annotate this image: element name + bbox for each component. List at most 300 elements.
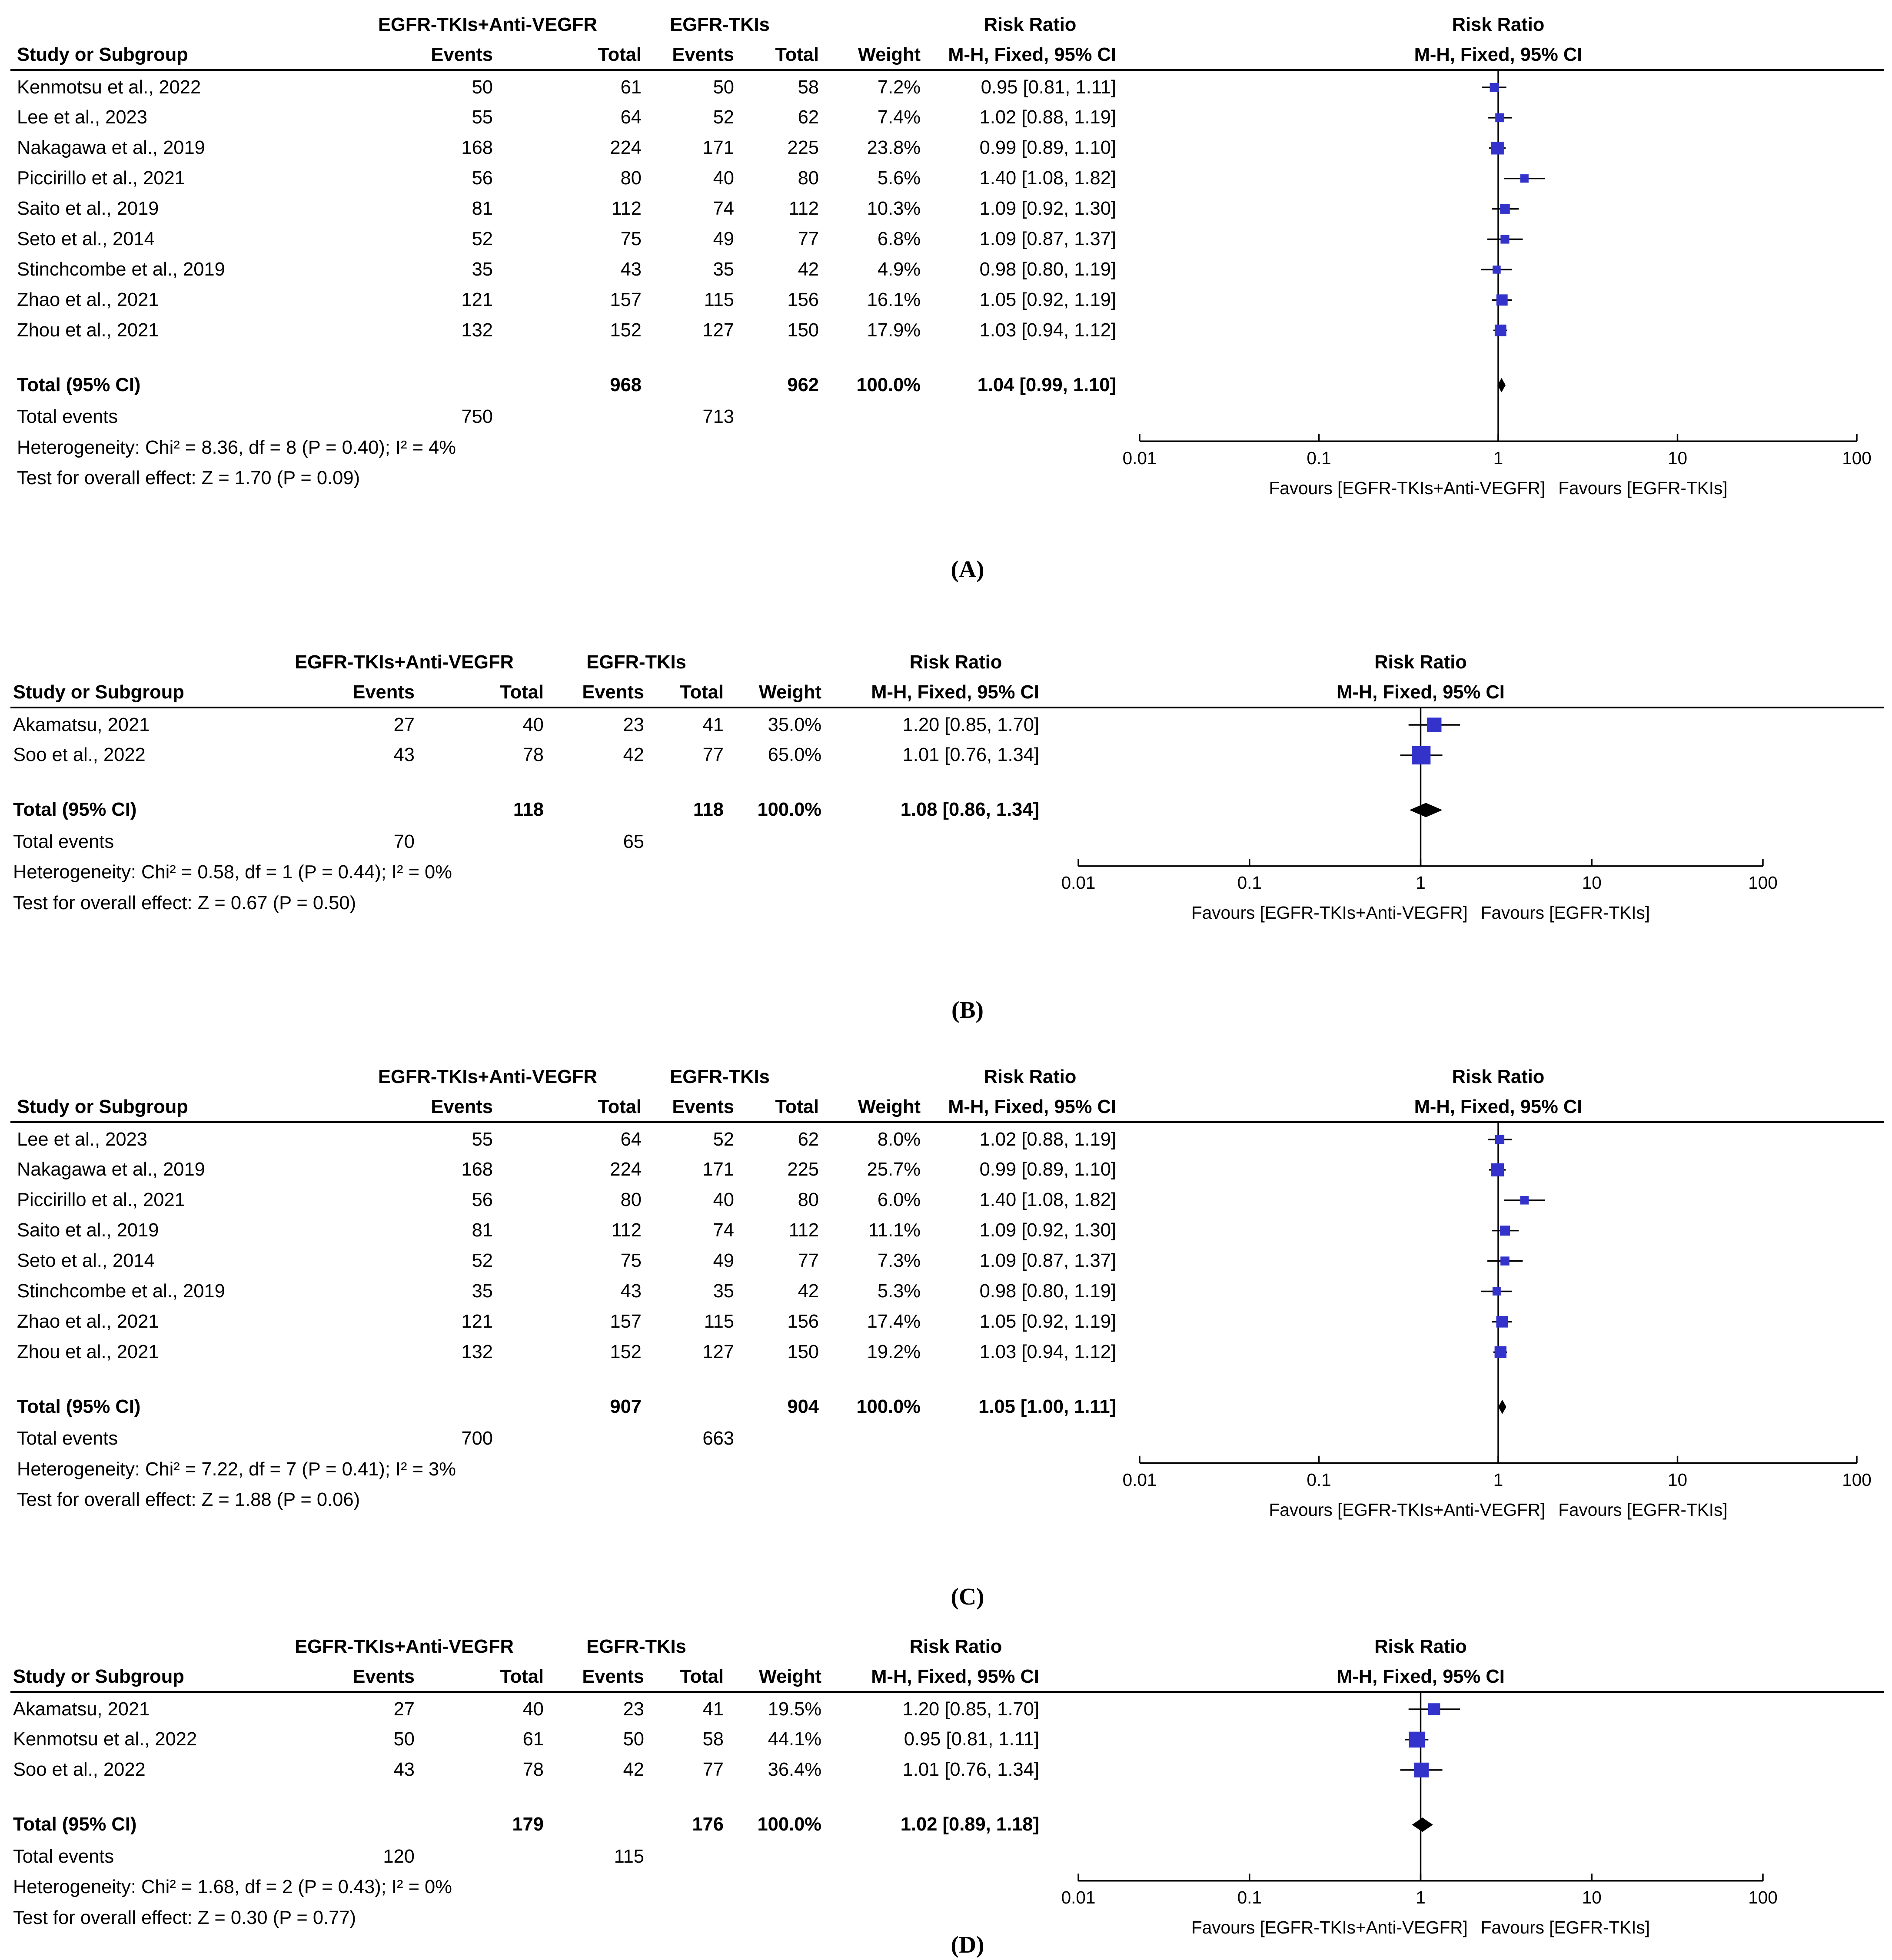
summary-diamond	[1497, 378, 1506, 392]
events1-cell: 121	[461, 289, 493, 310]
total-events2-cell: 663	[702, 1428, 734, 1449]
group2-header: EGFR-TKIs	[670, 1066, 770, 1087]
events1-column-header: Events	[352, 681, 415, 703]
events1-cell: 27	[393, 714, 415, 735]
total-events1-cell: 750	[461, 406, 493, 428]
total1-column-header: Total	[598, 1096, 642, 1117]
weight-cell: 5.3%	[877, 1281, 921, 1302]
rr-ci-cell: 1.20 [0.85, 1.70]	[902, 714, 1039, 735]
risk-ratio-plot-header: Risk Ratio	[1374, 1636, 1467, 1657]
events1-cell: 52	[472, 229, 493, 249]
weight-cell: 10.3%	[867, 198, 921, 219]
events2-cell: 35	[713, 259, 734, 280]
effect-square	[1496, 294, 1508, 306]
effect-square	[1500, 1226, 1510, 1236]
total-weight-cell: 100.0%	[856, 374, 921, 395]
mh-ci-plot-header: M-H, Fixed, 95% CI	[1414, 44, 1583, 65]
rr-ci-cell: 1.02 [0.88, 1.19]	[979, 107, 1116, 128]
total1-cell: 61	[620, 76, 642, 98]
total2-cell: 80	[798, 168, 819, 189]
events2-cell: 127	[702, 1341, 734, 1362]
rr-ci-cell: 1.40 [1.08, 1.82]	[979, 1189, 1116, 1211]
risk-ratio-plot-header: Risk Ratio	[1452, 1066, 1545, 1087]
effect-square	[1427, 718, 1442, 732]
total-weight-cell: 100.0%	[856, 1396, 921, 1417]
axis-tick-label: 1	[1416, 873, 1426, 893]
study-name: Stinchcombe et al., 2019	[17, 1281, 225, 1302]
total2-cell: 58	[702, 1729, 724, 1750]
favours-right-label: Favours [EGFR-TKIs]	[1480, 1917, 1650, 1938]
events2-cell: 171	[702, 137, 734, 159]
total-total2-cell: 962	[787, 374, 819, 395]
total1-cell: 112	[611, 198, 642, 219]
effect-square	[1491, 142, 1504, 154]
heterogeneity-text: Heterogeneity: Chi² = 8.36, df = 8 (P = 0.40); I² = 4%	[17, 437, 456, 458]
effect-square	[1490, 83, 1499, 92]
effect-square	[1495, 325, 1506, 336]
weight-cell: 19.2%	[867, 1341, 921, 1362]
total2-cell: 41	[702, 714, 724, 735]
total2-column-header: Total	[775, 1096, 819, 1117]
weight-cell: 25.7%	[867, 1159, 921, 1180]
summary-diamond	[1498, 1400, 1506, 1414]
events2-cell: 50	[713, 76, 734, 98]
summary-diamond	[1412, 1817, 1433, 1832]
weight-cell: 7.2%	[877, 76, 921, 98]
header-rule	[10, 1691, 1884, 1693]
heterogeneity-text: Heterogeneity: Chi² = 1.68, df = 2 (P = 0.43); I² = 0%	[13, 1877, 452, 1898]
study-name: Soo et al., 2022	[13, 744, 146, 766]
total-row-label: Total (95% CI)	[17, 374, 141, 395]
total-events2-cell: 713	[702, 406, 734, 428]
total-rr-ci-cell: 1.02 [0.89, 1.18]	[900, 1814, 1039, 1835]
events1-cell: 55	[472, 107, 493, 128]
total2-column-header: Total	[775, 44, 819, 65]
effect-square	[1493, 266, 1501, 274]
weight-cell: 8.0%	[877, 1129, 921, 1150]
rr-ci-cell: 1.01 [0.76, 1.34]	[902, 1759, 1039, 1781]
mh-ci-column-header: M-H, Fixed, 95% CI	[871, 681, 1039, 703]
total2-cell: 41	[702, 1698, 724, 1720]
study-name: Seto et al., 2014	[17, 1250, 155, 1272]
total2-column-header: Total	[680, 1666, 724, 1687]
total2-cell: 42	[798, 259, 819, 280]
rr-ci-cell: 1.09 [0.92, 1.30]	[979, 198, 1116, 219]
study-name: Zhou et al., 2021	[17, 319, 159, 341]
total-rr-ci-cell: 1.08 [0.86, 1.34]	[900, 799, 1039, 821]
total2-cell: 112	[788, 1220, 819, 1241]
events2-cell: 40	[713, 168, 734, 189]
weight-cell: 6.8%	[877, 229, 921, 249]
panel-caption-a: (A)	[951, 556, 984, 583]
axis-tick-label: 100	[1748, 873, 1778, 893]
events1-cell: 168	[461, 1159, 493, 1180]
study-name: Nakagawa et al., 2019	[17, 1159, 205, 1180]
study-name: Kenmotsu et al., 2022	[13, 1729, 197, 1750]
favours-left-label: Favours [EGFR-TKIs+Anti-VEGFR]	[1191, 903, 1468, 923]
events1-cell: 55	[472, 1129, 493, 1150]
axis-tick-label: 1	[1493, 1469, 1503, 1490]
events2-column-header: Events	[582, 1666, 644, 1687]
total2-cell: 80	[798, 1189, 819, 1211]
forest-panel-a	[0, 8, 1892, 506]
axis-tick-label: 0.01	[1061, 1887, 1096, 1908]
total-total2-cell: 904	[787, 1396, 819, 1417]
events1-cell: 50	[393, 1729, 415, 1750]
total-row-label: Total (95% CI)	[13, 799, 137, 821]
study-column-header: Study or Subgroup	[13, 1666, 184, 1687]
forest-panel-b	[0, 645, 1892, 931]
total2-cell: 42	[798, 1281, 819, 1302]
events2-column-header: Events	[582, 681, 644, 703]
events2-cell: 23	[623, 1698, 644, 1720]
total1-cell: 224	[610, 1159, 642, 1180]
axis-tick-label: 0.1	[1307, 1469, 1331, 1490]
total1-cell: 64	[620, 107, 642, 128]
effect-square	[1409, 1732, 1424, 1747]
total2-column-header: Total	[680, 681, 724, 703]
overall-effect-text: Test for overall effect: Z = 0.67 (P = 0.50)	[13, 892, 356, 914]
rr-ci-cell: 0.98 [0.80, 1.19]	[979, 259, 1116, 280]
rr-ci-cell: 1.03 [0.94, 1.12]	[979, 1341, 1116, 1362]
rr-ci-cell: 1.40 [1.08, 1.82]	[979, 168, 1116, 189]
total-total1-cell: 968	[610, 374, 642, 395]
risk-ratio-col-header: Risk Ratio	[984, 14, 1077, 35]
weight-cell: 11.1%	[868, 1220, 921, 1241]
rr-ci-cell: 1.05 [0.92, 1.19]	[979, 289, 1116, 310]
favours-labels	[1042, 1498, 1892, 1522]
heterogeneity-text: Heterogeneity: Chi² = 7.22, df = 7 (P = 0.41); I² = 3%	[17, 1458, 456, 1480]
events2-cell: 74	[713, 198, 734, 219]
events1-cell: 132	[461, 319, 493, 341]
total1-cell: 75	[620, 1250, 642, 1272]
events2-column-header: Events	[672, 1096, 734, 1117]
header-rule	[10, 69, 1884, 71]
panel-caption-b: (B)	[951, 997, 984, 1023]
group1-header: EGFR-TKIs+Anti-VEGFR	[378, 1066, 597, 1087]
events2-cell: 74	[713, 1220, 734, 1241]
axis-tick-label: 10	[1667, 1469, 1688, 1490]
group1-header: EGFR-TKIs+Anti-VEGFR	[378, 14, 597, 35]
risk-ratio-col-header: Risk Ratio	[984, 1066, 1077, 1087]
events1-cell: 27	[393, 1698, 415, 1720]
events2-cell: 42	[623, 744, 644, 766]
weight-cell: 35.0%	[768, 714, 821, 735]
total-events2-cell: 65	[623, 831, 644, 852]
total2-cell: 156	[787, 289, 819, 310]
study-name: Kenmotsu et al., 2022	[17, 76, 201, 98]
events2-cell: 115	[704, 289, 734, 310]
events2-cell: 40	[713, 1189, 734, 1211]
total2-cell: 150	[787, 1341, 819, 1362]
weight-column-header: Weight	[858, 1096, 921, 1117]
effect-square	[1428, 1703, 1440, 1715]
axis-tick-label: 100	[1842, 1469, 1872, 1490]
axis-tick-label: 0.01	[1122, 1469, 1157, 1490]
total1-cell: 224	[610, 137, 642, 159]
weight-cell: 44.1%	[768, 1729, 821, 1750]
total-weight-cell: 100.0%	[757, 1814, 821, 1835]
rr-ci-cell: 1.05 [0.92, 1.19]	[979, 1311, 1116, 1332]
weight-cell: 17.4%	[867, 1311, 921, 1332]
total1-cell: 157	[610, 289, 642, 310]
axis-tick-label: 100	[1842, 448, 1872, 468]
effect-square	[1495, 113, 1504, 123]
weight-column-header: Weight	[758, 681, 821, 703]
events1-cell: 35	[472, 259, 493, 280]
axis-tick-label: 10	[1582, 1887, 1602, 1908]
total1-cell: 43	[620, 259, 642, 280]
total1-cell: 64	[620, 1129, 642, 1150]
total-total1-cell: 118	[513, 799, 544, 821]
events2-cell: 52	[713, 107, 734, 128]
study-name: Akamatsu, 2021	[13, 1698, 150, 1720]
total2-cell: 62	[798, 1129, 819, 1150]
mh-ci-plot-header: M-H, Fixed, 95% CI	[1414, 1096, 1583, 1117]
effect-square	[1414, 1763, 1429, 1777]
rr-ci-cell: 1.09 [0.87, 1.37]	[979, 229, 1116, 249]
events2-cell: 115	[704, 1311, 734, 1332]
study-column-header: Study or Subgroup	[13, 681, 184, 703]
axis-tick-label: 0.01	[1061, 873, 1096, 893]
total-total1-cell: 179	[512, 1814, 544, 1835]
total-weight-cell: 100.0%	[757, 799, 821, 821]
effect-square	[1491, 1163, 1504, 1176]
axis-tick-label: 1	[1493, 448, 1503, 468]
events2-cell: 35	[713, 1281, 734, 1302]
axis-tick-label: 0.1	[1237, 873, 1262, 893]
total1-cell: 152	[610, 319, 642, 341]
total-events-label: Total events	[17, 406, 118, 428]
rr-ci-cell: 0.98 [0.80, 1.19]	[979, 1281, 1116, 1302]
total2-cell: 225	[787, 137, 819, 159]
study-name: Soo et al., 2022	[13, 1759, 146, 1781]
weight-cell: 4.9%	[877, 259, 921, 280]
total2-cell: 77	[798, 1250, 819, 1272]
axis-tick-label: 100	[1748, 1887, 1778, 1908]
weight-cell: 16.1%	[867, 289, 921, 310]
group2-header: EGFR-TKIs	[670, 14, 770, 35]
mh-ci-plot-header: M-H, Fixed, 95% CI	[1337, 681, 1505, 703]
total2-cell: 225	[787, 1159, 819, 1180]
events1-cell: 56	[472, 1189, 493, 1211]
total-total2-cell: 118	[693, 799, 724, 821]
total1-cell: 80	[620, 168, 642, 189]
axis-tick-label: 10	[1667, 448, 1688, 468]
events2-cell: 171	[702, 1159, 734, 1180]
group2-header: EGFR-TKIs	[586, 651, 686, 673]
header-rule	[10, 1121, 1884, 1123]
study-name: Lee et al., 2023	[17, 107, 147, 128]
total-total1-cell: 907	[610, 1396, 642, 1417]
total1-column-header: Total	[500, 1666, 544, 1687]
axis-tick-label: 0.01	[1122, 448, 1157, 468]
effect-square	[1500, 204, 1510, 214]
total1-cell: 61	[522, 1729, 544, 1750]
study-name: Piccirillo et al., 2021	[17, 168, 185, 189]
total-row-label: Total (95% CI)	[17, 1396, 141, 1417]
total-events-label: Total events	[13, 1846, 114, 1867]
events1-column-header: Events	[352, 1666, 415, 1687]
effect-square	[1495, 1346, 1506, 1358]
weight-cell: 7.4%	[877, 107, 921, 128]
events2-cell: 23	[623, 714, 644, 735]
study-name: Zhao et al., 2021	[17, 1311, 159, 1332]
effect-square	[1495, 1135, 1504, 1144]
study-name: Zhou et al., 2021	[17, 1341, 159, 1362]
total-events1-cell: 120	[383, 1846, 415, 1867]
effect-square	[1493, 1287, 1501, 1296]
events2-cell: 42	[623, 1759, 644, 1781]
effect-square	[1500, 235, 1509, 243]
rr-ci-cell: 1.01 [0.76, 1.34]	[902, 744, 1039, 766]
favours-left-label: Favours [EGFR-TKIs+Anti-VEGFR]	[1269, 478, 1546, 498]
axis-tick-label: 10	[1582, 873, 1602, 893]
total1-column-header: Total	[500, 681, 544, 703]
weight-column-header: Weight	[858, 44, 921, 65]
mh-ci-column-header: M-H, Fixed, 95% CI	[948, 1096, 1116, 1117]
overall-effect-text: Test for overall effect: Z = 0.30 (P = 0.77)	[13, 1907, 356, 1928]
weight-cell: 19.5%	[768, 1698, 821, 1720]
events2-cell: 49	[713, 1250, 734, 1272]
total2-cell: 62	[798, 107, 819, 128]
rr-ci-cell: 1.09 [0.92, 1.30]	[979, 1220, 1116, 1241]
weight-cell: 7.3%	[877, 1250, 921, 1272]
total-events-label: Total events	[17, 1428, 118, 1449]
total2-cell: 77	[798, 229, 819, 249]
favours-right-label: Favours [EGFR-TKIs]	[1558, 478, 1728, 498]
events2-cell: 127	[702, 319, 734, 341]
favours-right-label: Favours [EGFR-TKIs]	[1480, 903, 1650, 923]
overall-effect-text: Test for overall effect: Z = 1.88 (P = 0.06)	[17, 1489, 360, 1511]
total1-cell: 40	[522, 714, 544, 735]
rr-ci-cell: 0.95 [0.81, 1.11]	[904, 1729, 1039, 1750]
events1-cell: 132	[461, 1341, 493, 1362]
events1-cell: 43	[393, 744, 415, 766]
total-rr-ci-cell: 1.04 [0.99, 1.10]	[977, 374, 1116, 395]
total1-cell: 78	[522, 744, 544, 766]
total2-cell: 77	[702, 744, 724, 766]
total1-cell: 43	[620, 1281, 642, 1302]
total1-cell: 40	[522, 1698, 544, 1720]
total1-cell: 152	[610, 1341, 642, 1362]
rr-ci-cell: 0.99 [0.89, 1.10]	[979, 137, 1116, 159]
header-rule	[10, 707, 1884, 708]
events1-cell: 50	[472, 76, 493, 98]
study-name: Akamatsu, 2021	[13, 714, 150, 735]
forest-panel-c	[0, 1060, 1892, 1528]
total2-cell: 77	[702, 1759, 724, 1781]
overall-effect-text: Test for overall effect: Z = 1.70 (P = 0.09)	[17, 468, 360, 489]
favours-labels	[964, 900, 1877, 925]
events1-cell: 43	[393, 1759, 415, 1781]
mh-ci-plot-header: M-H, Fixed, 95% CI	[1337, 1666, 1505, 1687]
events1-column-header: Events	[431, 1096, 493, 1117]
panel-caption-c: (C)	[951, 1584, 984, 1610]
panel-caption-d: (D)	[951, 1932, 984, 1958]
effect-square	[1412, 746, 1430, 764]
favours-labels	[1042, 476, 1892, 501]
total1-cell: 112	[611, 1220, 642, 1241]
study-column-header: Study or Subgroup	[17, 1096, 188, 1117]
total1-cell: 157	[610, 1311, 642, 1332]
favours-left-label: Favours [EGFR-TKIs+Anti-VEGFR]	[1269, 1499, 1546, 1520]
total-row-label: Total (95% CI)	[13, 1814, 137, 1835]
axis-tick-label: 1	[1416, 1887, 1426, 1908]
total-rr-ci-cell: 1.05 [1.00, 1.11]	[978, 1396, 1116, 1417]
events1-cell: 81	[472, 1220, 493, 1241]
total1-cell: 80	[620, 1189, 642, 1211]
total1-cell: 78	[522, 1759, 544, 1781]
total2-cell: 112	[788, 198, 819, 219]
favours-left-label: Favours [EGFR-TKIs+Anti-VEGFR]	[1191, 1917, 1468, 1938]
group1-header: EGFR-TKIs+Anti-VEGFR	[295, 1636, 514, 1657]
group1-header: EGFR-TKIs+Anti-VEGFR	[295, 651, 514, 673]
effect-square	[1496, 1316, 1507, 1327]
weight-cell: 36.4%	[768, 1759, 821, 1781]
rr-ci-cell: 1.20 [0.85, 1.70]	[902, 1698, 1039, 1720]
group2-header: EGFR-TKIs	[586, 1636, 686, 1657]
effect-square	[1520, 174, 1529, 183]
study-column-header: Study or Subgroup	[17, 44, 188, 65]
risk-ratio-plot-header: Risk Ratio	[1452, 14, 1545, 35]
heterogeneity-text: Heterogeneity: Chi² = 0.58, df = 1 (P = 0.44); I² = 0%	[13, 862, 452, 883]
total2-cell: 156	[787, 1311, 819, 1332]
study-name: Saito et al., 2019	[17, 1220, 159, 1241]
events1-cell: 56	[472, 168, 493, 189]
risk-ratio-plot-header: Risk Ratio	[1374, 651, 1467, 673]
total1-column-header: Total	[598, 44, 642, 65]
total-events-label: Total events	[13, 831, 114, 852]
favours-right-label: Favours [EGFR-TKIs]	[1558, 1499, 1728, 1520]
total-events1-cell: 700	[461, 1428, 493, 1449]
total2-cell: 58	[798, 76, 819, 98]
total-total2-cell: 176	[692, 1814, 724, 1835]
rr-ci-cell: 0.95 [0.81, 1.11]	[981, 76, 1116, 98]
events1-cell: 168	[461, 137, 493, 159]
events1-cell: 35	[472, 1281, 493, 1302]
study-name: Nakagawa et al., 2019	[17, 137, 205, 159]
weight-cell: 6.0%	[877, 1189, 921, 1211]
mh-ci-column-header: M-H, Fixed, 95% CI	[871, 1666, 1039, 1687]
weight-cell: 65.0%	[768, 744, 821, 766]
events1-cell: 121	[461, 1311, 493, 1332]
effect-square	[1520, 1196, 1529, 1205]
study-name: Seto et al., 2014	[17, 229, 155, 249]
total-events2-cell: 115	[614, 1846, 644, 1867]
events1-cell: 81	[472, 198, 493, 219]
axis-tick-label: 0.1	[1307, 448, 1331, 468]
study-name: Stinchcombe et al., 2019	[17, 259, 225, 280]
risk-ratio-col-header: Risk Ratio	[909, 651, 1002, 673]
study-name: Lee et al., 2023	[17, 1129, 147, 1150]
rr-ci-cell: 1.03 [0.94, 1.12]	[979, 319, 1116, 341]
rr-ci-cell: 1.02 [0.88, 1.19]	[979, 1129, 1116, 1150]
study-name: Zhao et al., 2021	[17, 289, 159, 310]
forest-panel-d	[0, 1630, 1892, 1946]
total2-cell: 150	[787, 319, 819, 341]
weight-cell: 5.6%	[877, 168, 921, 189]
rr-ci-cell: 0.99 [0.89, 1.10]	[979, 1159, 1116, 1180]
events2-cell: 49	[713, 229, 734, 249]
study-name: Piccirillo et al., 2021	[17, 1189, 185, 1211]
events1-column-header: Events	[431, 44, 493, 65]
weight-column-header: Weight	[758, 1666, 821, 1687]
risk-ratio-col-header: Risk Ratio	[909, 1636, 1002, 1657]
summary-diamond	[1410, 803, 1443, 817]
events2-cell: 52	[713, 1129, 734, 1150]
events1-cell: 52	[472, 1250, 493, 1272]
